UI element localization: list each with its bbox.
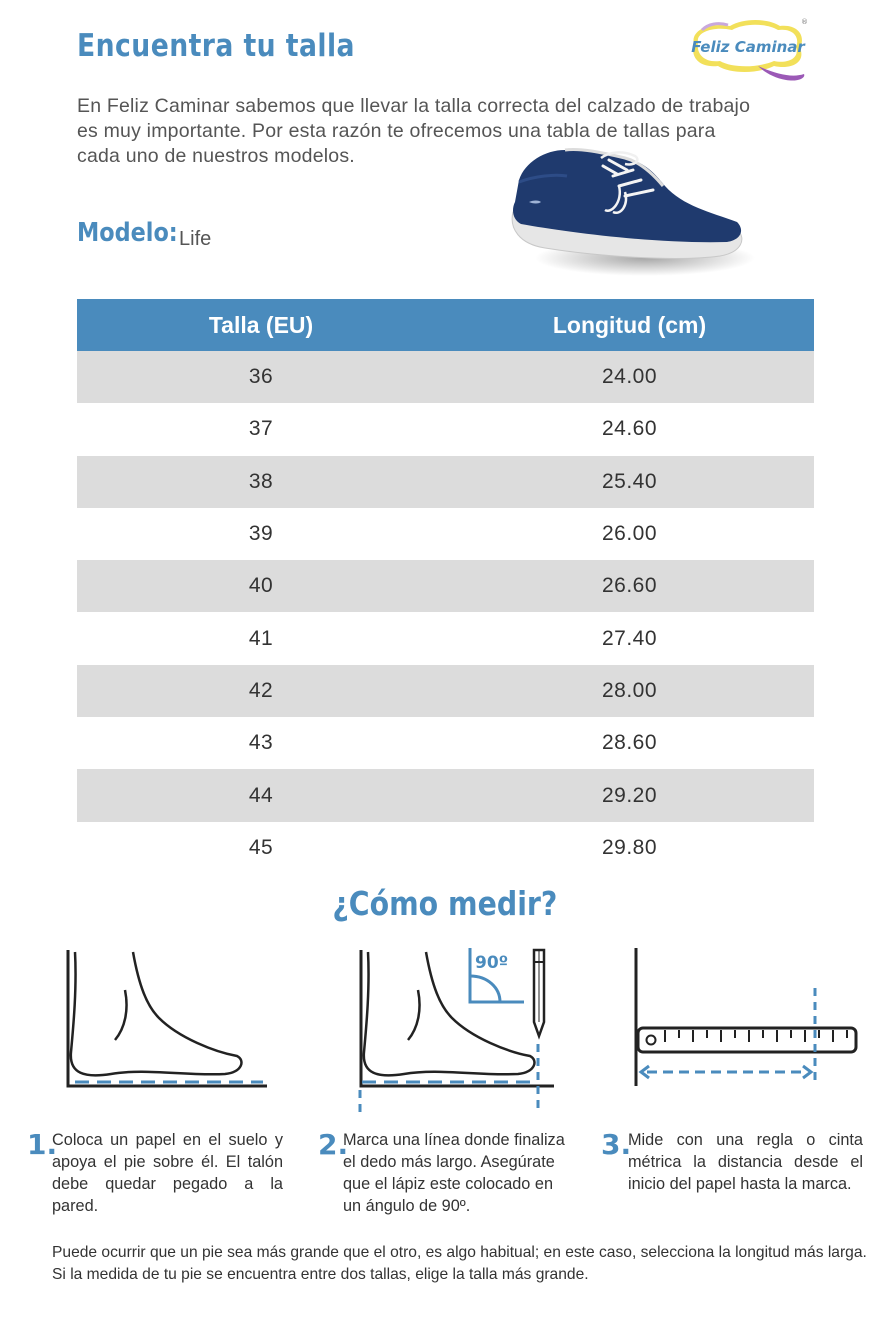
size-table xyxy=(77,299,814,874)
size-cell: 39 xyxy=(248,522,274,546)
model-label: Modelo: xyxy=(77,218,178,248)
table-row xyxy=(77,508,814,560)
length-cell: 29.80 xyxy=(601,835,658,859)
step-3-text: Mide con una regla o cinta métrica la distancia desde el inicio del papel hasta la marca. xyxy=(628,1131,863,1193)
table-row xyxy=(77,351,814,403)
size-cell: 44 xyxy=(77,769,445,821)
table-row xyxy=(77,665,814,717)
length-cell: 28.60 xyxy=(601,731,658,755)
size-cell: 37 xyxy=(248,417,274,441)
length-cell: 24.00 xyxy=(445,351,814,403)
length-cell: 25.40 xyxy=(445,456,814,508)
table-row xyxy=(77,612,814,664)
intro-line: En Feliz Caminar sabemos que llevar la talla correcta del calzado de trabajo xyxy=(77,95,751,117)
step-1-illustration xyxy=(55,940,275,1120)
step-1-number: 1. xyxy=(27,1128,58,1161)
length-cell: 24.60 xyxy=(601,417,658,441)
registered-mark: ® xyxy=(801,18,808,26)
step-2-illustration xyxy=(348,940,568,1120)
table-row xyxy=(77,717,814,769)
size-cell: 41 xyxy=(248,626,274,650)
step-3-illustration xyxy=(625,940,865,1120)
length-cell: 28.00 xyxy=(445,665,814,717)
size-cell: 38 xyxy=(77,456,445,508)
step-3-number: 3. xyxy=(601,1128,632,1161)
table-row xyxy=(77,403,814,455)
table-row xyxy=(77,769,814,821)
angle-label: 90º xyxy=(475,953,509,973)
length-cell: 26.60 xyxy=(445,560,814,612)
table-row xyxy=(77,822,814,874)
size-cell: 40 xyxy=(77,560,445,612)
step-1-text: Coloca un papel en el suelo y apoya el pie sobre él. El talón debe quedar pegado a la pared. xyxy=(52,1131,283,1215)
feliz-caminar-logo xyxy=(688,16,808,82)
size-cell: 45 xyxy=(248,835,274,859)
header-talla: Talla (EU) xyxy=(77,299,445,351)
table-row xyxy=(77,456,814,508)
intro-line: es muy importante. Por esta razón te ofrecemos una tabla de tallas para xyxy=(77,120,716,142)
length-cell: 26.00 xyxy=(601,522,658,546)
how-to-measure-title: ¿Cómo medir? xyxy=(332,884,558,923)
header-longitud: Longitud (cm) xyxy=(445,299,814,351)
step-2-text: Marca una línea donde finaliza el dedo más largo. Asegúrate que el lápiz este colocado en un ángulo de 90º. xyxy=(343,1131,565,1215)
shoe-image xyxy=(505,140,755,285)
size-cell: 36 xyxy=(77,351,445,403)
page-title: Encuentra tu talla xyxy=(77,28,355,64)
table-header-row xyxy=(77,299,814,351)
logo-text: Feliz Caminar xyxy=(691,38,805,56)
length-cell: 27.40 xyxy=(601,626,658,650)
model-value: Life xyxy=(179,228,212,250)
length-cell: 29.20 xyxy=(445,769,814,821)
step-2-number: 2. xyxy=(318,1128,349,1161)
ruler-icon xyxy=(638,1028,856,1052)
size-cell: 43 xyxy=(248,731,274,755)
footer-note: Puede ocurrir que un pie sea más grande que el otro, es algo habitual; en este caso, selecciona la longitud más larga. Si la medida de tu pie se encuentra entre dos tallas, elige la talla más grande. xyxy=(52,1244,867,1283)
table-row xyxy=(77,560,814,612)
intro-line: cada uno de nuestros modelos. xyxy=(77,145,355,167)
size-cell: 42 xyxy=(77,665,445,717)
